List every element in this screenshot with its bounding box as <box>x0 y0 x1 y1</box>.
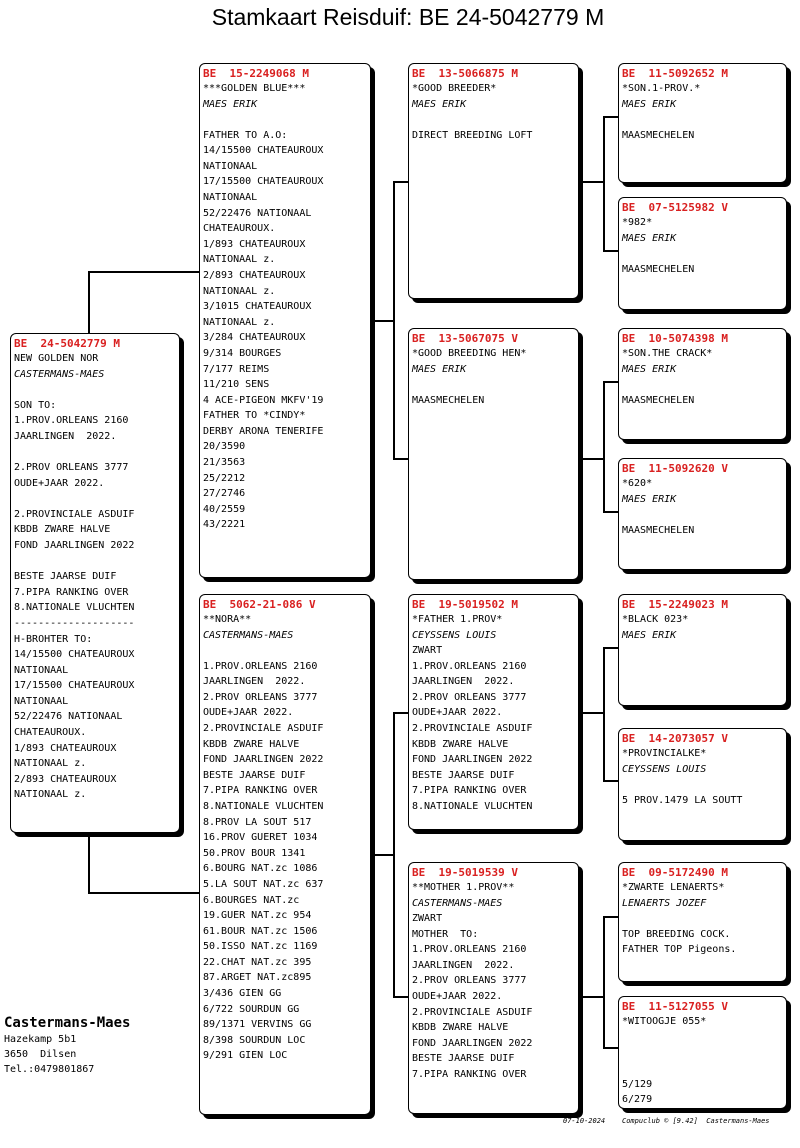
ring-number: BE 07-5125982 V <box>622 201 728 214</box>
note-line: 22.CHAT NAT.zc 395 <box>203 956 312 968</box>
pigeon-name: **NORA** <box>203 614 252 625</box>
note-line: 20/3590 <box>203 441 246 453</box>
note-line: MAASMECHELEN <box>622 263 695 275</box>
pigeon-notes <box>412 643 578 815</box>
connector-line <box>603 1047 619 1049</box>
note-line: KBDB ZWARE HALVE <box>14 524 111 536</box>
note-line: 1.PROV.ORLEANS 2160 <box>412 944 527 956</box>
pigeon-notes <box>203 112 370 533</box>
pigeon-owner: MAES ERIK <box>412 99 467 110</box>
pigeon-owner: CASTERMANS-MAES <box>14 369 105 380</box>
note-line: 14/15500 CHATEAUROUX <box>203 145 324 157</box>
note-line <box>622 246 786 262</box>
note-line: 3/436 GIEN GG <box>203 988 282 1000</box>
note-line: 8.NATIONALE VLUCHTEN <box>203 800 324 812</box>
note-line: 8.PROV LA SOUT 517 <box>203 816 312 828</box>
connector-line <box>603 116 619 118</box>
note-line: 43/2221 <box>203 519 246 531</box>
note-line: 8.NATIONALE VLUCHTEN <box>412 800 533 812</box>
note-line: 14/15500 CHATEAUROUX <box>14 649 135 661</box>
note-line: MOTHER TO: <box>412 928 479 940</box>
ring-number: BE 15-2249023 M <box>622 598 728 611</box>
note-line: 61.BOUR NAT.zc 1506 <box>203 925 318 937</box>
ring-number: BE 11-5127055 V <box>622 1000 728 1013</box>
pigeon-notes <box>622 112 786 143</box>
pigeon-card-fmf[interactable] <box>618 328 787 440</box>
note-line: JAARLINGEN 2022. <box>14 430 117 442</box>
note-line <box>203 643 370 659</box>
pigeon-name: *WITOOGJE 055* <box>622 1016 707 1027</box>
connector-line <box>393 712 409 714</box>
note-line: 16.PROV GUERET 1034 <box>203 832 318 844</box>
note-line: MAASMECHELEN <box>622 394 695 406</box>
note-line: NATIONAAL z. <box>203 254 276 266</box>
note-line: BESTE JAARSE DUIF <box>14 571 117 583</box>
pigeon-name: *620* <box>622 478 653 489</box>
note-line: TOP BREEDING COCK. <box>622 928 731 940</box>
pigeon-owner: MAES ERIK <box>622 630 677 641</box>
note-line <box>14 554 179 570</box>
note-line: OUDE+JAAR 2022. <box>14 477 105 489</box>
note-line: 3/1015 CHATEAUROUX <box>203 301 312 313</box>
pigeon-notes <box>622 777 786 808</box>
pigeon-name: ***GOLDEN BLUE*** <box>203 83 306 94</box>
note-line: 5/129 <box>622 1078 653 1090</box>
note-line: NATIONAAL <box>14 695 69 707</box>
note-line: FATHER TO A.O: <box>203 129 288 141</box>
note-line: 2.PROV ORLEANS 3777 <box>412 975 527 987</box>
note-line: 21/3563 <box>203 457 246 469</box>
note-line <box>622 377 786 393</box>
note-line: 2.PROV ORLEANS 3777 <box>14 461 129 473</box>
note-line: 89/1371 VERVINS GG <box>203 1019 312 1031</box>
pigeon-name: *982* <box>622 217 653 228</box>
note-line: 1/893 CHATEAUROUX <box>14 742 117 754</box>
breeder-street: Hazekamp 5b1 <box>4 1034 77 1045</box>
note-line: 17/15500 CHATEAUROUX <box>14 680 135 692</box>
note-line: 2.PROVINCIALE ASDUIF <box>203 722 324 734</box>
note-line: 87.ARGET NAT.zc895 <box>203 972 312 984</box>
note-line: H-BROHTER TO: <box>14 633 93 645</box>
note-line <box>622 1061 786 1077</box>
pigeon-name: *BLACK 023* <box>622 614 689 625</box>
connector-line <box>603 916 619 918</box>
note-line: ZWART <box>412 913 443 924</box>
connector-line <box>581 996 604 998</box>
note-line: CHATEAUROUX. <box>203 223 276 235</box>
note-line: 6/279 <box>622 1094 653 1106</box>
note-line: 2.PROVINCIALE ASDUIF <box>412 1006 533 1018</box>
connector-line <box>88 271 200 273</box>
pigeon-card-mfm[interactable] <box>618 728 787 841</box>
connector-line <box>603 250 619 252</box>
note-line: 1.PROV.ORLEANS 2160 <box>412 660 527 672</box>
note-line: DIRECT BREEDING LOFT <box>412 129 533 141</box>
note-line: BESTE JAARSE DUIF <box>412 1053 515 1065</box>
note-line: OUDE+JAAR 2022. <box>412 707 503 719</box>
note-line: 9/291 GIEN LOC <box>203 1050 288 1062</box>
pigeon-name: **MOTHER 1.PROV** <box>412 882 515 893</box>
note-line: 2/893 CHATEAUROUX <box>14 773 117 785</box>
note-line: OUDE+JAAR 2022. <box>203 707 294 719</box>
pigeon-notes <box>622 911 786 958</box>
note-line: 52/22476 NATIONAAL <box>203 207 312 219</box>
footer-text: 07-10-2024 Compuclub © [9.42] Castermans-Maes <box>563 1117 770 1125</box>
note-line <box>622 911 786 927</box>
note-line: 6/722 SOURDUN GG <box>203 1003 300 1015</box>
ring-number: BE 10-5074398 M <box>622 332 728 345</box>
note-line: BESTE JAARSE DUIF <box>412 769 515 781</box>
note-line: 17/15500 CHATEAUROUX <box>203 176 324 188</box>
pigeon-owner: MAES ERIK <box>622 494 677 505</box>
note-line: 6.BOURGES NAT.zc <box>203 894 300 906</box>
pigeon-notes <box>412 377 578 408</box>
pigeon-notes <box>203 643 370 1064</box>
note-line: NATIONAAL <box>14 664 69 676</box>
pigeon-owner: LENAERTS JOZEF <box>622 898 707 909</box>
connector-line <box>88 271 90 333</box>
pigeon-notes <box>412 112 578 143</box>
breeder-city: 3650 Dilsen <box>4 1049 77 1060</box>
note-line: MAASMECHELEN <box>622 129 695 141</box>
note-line <box>412 377 578 393</box>
pigeon-name: *GOOD BREEDER* <box>412 83 497 94</box>
breeder-phone: Tel.:0479801867 <box>4 1064 95 1075</box>
pigeon-card-father[interactable] <box>199 63 371 578</box>
note-line: 1.PROV.ORLEANS 2160 <box>14 415 129 427</box>
note-line: FOND JAARLINGEN 2022 <box>412 754 533 766</box>
note-line: OUDE+JAAR 2022. <box>412 990 503 1002</box>
pigeon-name: *PROVINCIALKE* <box>622 748 707 759</box>
note-line: KBDB ZWARE HALVE <box>412 1022 509 1034</box>
note-line: MAASMECHELEN <box>412 394 485 406</box>
breeder-info <box>4 1014 130 1077</box>
ring-number: BE 5062-21-086 V <box>203 598 316 611</box>
note-line: 11/210 SENS <box>203 379 270 391</box>
note-line: JAARLINGEN 2022. <box>203 676 306 688</box>
note-line: 8/398 SOURDUN LOC <box>203 1034 306 1046</box>
note-line: 40/2559 <box>203 503 246 515</box>
note-line <box>14 491 179 507</box>
note-line: 6.BOURG NAT.zc 1086 <box>203 863 318 875</box>
note-line: FOND JAARLINGEN 2022 <box>203 754 324 766</box>
note-line: 2.PROV ORLEANS 3777 <box>203 691 318 703</box>
pigeon-owner: MAES ERIK <box>622 233 677 244</box>
note-line: 7.PIPA RANKING OVER <box>14 586 129 598</box>
note-line <box>622 777 786 793</box>
connector-line <box>603 647 605 781</box>
connector-line <box>603 381 605 512</box>
pigeon-owner: MAES ERIK <box>622 99 677 110</box>
connector-line <box>603 916 605 1048</box>
ring-number: BE 24-5042779 M <box>14 337 120 350</box>
note-line: 19.GUER NAT.zc 954 <box>203 910 312 922</box>
ring-number: BE 13-5066875 M <box>412 67 518 80</box>
pigeon-card-mother[interactable] <box>199 594 371 1115</box>
note-line: 7/177 REIMS <box>203 363 270 375</box>
pigeon-name: NEW GOLDEN NOR <box>14 353 99 364</box>
note-line: NATIONAAL <box>203 160 258 172</box>
ring-number: BE 13-5067075 V <box>412 332 518 345</box>
pigeon-notes <box>622 377 786 408</box>
note-line: FOND JAARLINGEN 2022 <box>412 1037 533 1049</box>
ring-number: BE 09-5172490 M <box>622 866 728 879</box>
pigeon-owner: CASTERMANS-MAES <box>203 630 294 641</box>
connector-line <box>88 836 90 893</box>
connector-line <box>393 996 409 998</box>
pigeon-notes <box>622 507 786 538</box>
connector-line <box>581 181 604 183</box>
note-line: SON TO: <box>14 399 57 411</box>
connector-line <box>603 780 619 782</box>
note-line: NATIONAAL z. <box>203 285 276 297</box>
note-line: NATIONAAL z. <box>14 758 87 770</box>
note-line <box>14 444 179 460</box>
connector-line <box>603 116 605 251</box>
note-line: 2/893 CHATEAUROUX <box>203 269 306 281</box>
note-line: CHATEAUROUX. <box>14 727 87 739</box>
pigeon-name: *FATHER 1.PROV* <box>412 614 503 625</box>
breeder-name: Castermans-Maes <box>4 1015 131 1031</box>
pigeon-notes <box>622 1030 786 1108</box>
pigeon-notes <box>14 382 179 803</box>
note-line: ZWART <box>412 645 443 656</box>
ring-number: BE 11-5092620 V <box>622 462 728 475</box>
page-title: Stamkaart Reisduif: BE 24-5042779 M <box>211 4 605 30</box>
pigeon-card-mmm[interactable] <box>618 996 787 1109</box>
pigeon-name: *GOOD BREEDING HEN* <box>412 348 527 359</box>
connector-line <box>603 511 619 513</box>
pigeon-owner: MAES ERIK <box>622 364 677 375</box>
note-line: BESTE JAARSE DUIF <box>203 769 306 781</box>
note-line: JAARLINGEN 2022. <box>412 959 515 971</box>
pigeon-card-mother-father[interactable] <box>408 594 579 830</box>
note-line <box>14 382 179 398</box>
pigeon-card-father-father[interactable] <box>408 63 579 299</box>
connector-line <box>373 854 394 856</box>
note-line: 1.PROV.ORLEANS 2160 <box>203 660 318 672</box>
note-line: 7.PIPA RANKING OVER <box>412 785 527 797</box>
note-line: -------------------- <box>14 617 135 629</box>
pigeon-card-fmm[interactable] <box>618 458 787 570</box>
connector-line <box>581 458 604 460</box>
note-line: 1/893 CHATEAUROUX <box>203 238 306 250</box>
note-line <box>203 112 370 128</box>
note-line: JAARLINGEN 2022. <box>412 676 515 688</box>
note-line <box>622 112 786 128</box>
ring-number: BE 19-5019539 V <box>412 866 518 879</box>
connector-line <box>88 892 200 894</box>
pigeon-notes <box>412 911 578 1083</box>
note-line <box>622 1030 786 1046</box>
pigeon-card-ffm[interactable] <box>618 197 787 310</box>
note-line: 50.ISSO NAT.zc 1169 <box>203 941 318 953</box>
note-line <box>622 507 786 523</box>
pigeon-card-mother-mother[interactable] <box>408 862 579 1114</box>
pigeon-name: *SON.1-PROV.* <box>622 83 701 94</box>
note-line: 4 ACE-PIGEON MKFV'19 <box>203 394 324 406</box>
pigeon-notes <box>622 246 786 277</box>
note-line: 50.PROV BOUR 1341 <box>203 847 306 859</box>
ring-number: BE 14-2073057 V <box>622 732 728 745</box>
note-line: 9/314 BOURGES <box>203 347 282 359</box>
connector-line <box>393 181 409 183</box>
note-line <box>412 112 578 128</box>
connector-line <box>603 381 619 383</box>
note-line: 2.PROV ORLEANS 3777 <box>412 691 527 703</box>
connector-line <box>373 320 394 322</box>
pigeon-name: *ZWARTE LENAERTS* <box>622 882 725 893</box>
pigeon-owner: CASTERMANS-MAES <box>412 898 503 909</box>
pigeon-owner: MAES ERIK <box>412 364 467 375</box>
ring-number: BE 15-2249068 M <box>203 67 309 80</box>
pigeon-card-fff[interactable] <box>618 63 787 183</box>
connector-line <box>581 712 604 714</box>
pigeon-card-mff[interactable] <box>618 594 787 706</box>
pigeon-card-mmf[interactable] <box>618 862 787 982</box>
note-line: 7.PIPA RANKING OVER <box>412 1068 527 1080</box>
note-line: NATIONAAL z. <box>203 316 276 328</box>
pigeon-owner: MAES ERIK <box>203 99 258 110</box>
pigeon-owner: CEYSSENS LOUIS <box>622 764 707 775</box>
note-line: FATHER TO *CINDY* <box>203 410 306 422</box>
note-line: NATIONAAL z. <box>14 789 87 801</box>
ring-number: BE 11-5092652 M <box>622 67 728 80</box>
note-line: FOND JAARLINGEN 2022 <box>14 539 135 551</box>
note-line <box>622 1046 786 1062</box>
note-line: MAASMECHELEN <box>622 524 695 536</box>
connector-line <box>603 647 619 649</box>
note-line: 52/22476 NATIONAAL <box>14 711 123 723</box>
note-line: 25/2212 <box>203 472 246 484</box>
pigeon-card-subject[interactable] <box>10 333 180 833</box>
pigeon-owner: CEYSSENS LOUIS <box>412 630 497 641</box>
connector-line <box>393 458 409 460</box>
note-line: 2.PROVINCIALE ASDUIF <box>412 722 533 734</box>
note-line: 27/2746 <box>203 488 246 500</box>
note-line: 5.LA SOUT NAT.zc 637 <box>203 878 324 890</box>
note-line: 5 PROV.1479 LA SOUTT <box>622 794 743 806</box>
note-line: KBDB ZWARE HALVE <box>412 738 509 750</box>
note-line: 2.PROVINCIALE ASDUIF <box>14 508 135 520</box>
note-line: KBDB ZWARE HALVE <box>203 738 300 750</box>
ring-number: BE 19-5019502 M <box>412 598 518 611</box>
note-line: DERBY ARONA TENERIFE <box>203 425 324 437</box>
pigeon-card-father-mother[interactable] <box>408 328 579 580</box>
note-line: NATIONAAL <box>203 191 258 203</box>
note-line: 7.PIPA RANKING OVER <box>203 785 318 797</box>
note-line: 3/284 CHATEAUROUX <box>203 332 306 344</box>
note-line: 8.NATIONALE VLUCHTEN <box>14 602 135 614</box>
note-line: FATHER TOP Pigeons. <box>622 944 737 956</box>
pigeon-name: *SON.THE CRACK* <box>622 348 713 359</box>
